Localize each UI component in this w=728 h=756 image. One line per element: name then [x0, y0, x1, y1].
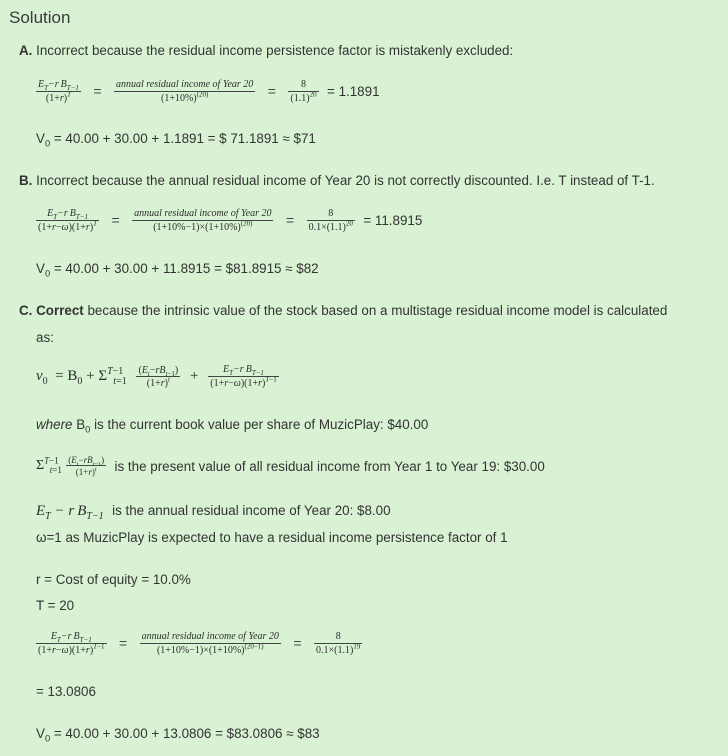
b-fraction-2	[132, 208, 273, 233]
b-f3-denominator: $0.1\times(1.1)^{20}$	[308, 219, 353, 233]
option-c-correct: Correct	[32, 303, 84, 318]
option-c-main-formula: $v_0 = B_0 + \Sigma^{T-1}_{t=1}$ $\frac{(E_t-rB_{t-1})}{(1+r)^t}$ + $\frac{E_T-r B_{T-1}}{(1+r-\omega)(1+r)^{T-1}}$	[36, 364, 277, 389]
a-f2-denominator: $(1+10\%)^{(20)}$	[160, 90, 209, 104]
a-fraction-1	[36, 79, 81, 104]
b-fraction-1	[36, 208, 99, 233]
c-sum-description: is the present value of all residual income from Year 1 to Year 19: $30.00	[114, 458, 545, 474]
option-b-value-line: $V_0 = 40.00 + 30.00 + 11.8915$ = $81.8915 ≈ $82	[36, 261, 319, 279]
c-f2-denominator: $(1+10\%-1)\times(1+10\%)^{(20-1)}$	[156, 642, 264, 656]
option-c-value-line: $V_0 = 40.00 + 30.00 + 13.0806$ = $83.0806 ≈ $83	[36, 726, 320, 744]
c-where-b0-line: where $B_0$ is the current book value per share of MuzicPlay: $40.00	[36, 417, 429, 435]
c-f3-numerator: 8	[314, 631, 362, 644]
option-c-heading	[19, 303, 667, 318]
a-f1-numerator: $E_T-r$ $B_{T-1}$	[38, 79, 79, 92]
c-fraction-3	[314, 631, 362, 656]
c-fraction-2	[140, 631, 281, 656]
b-f3-numerator: 8	[307, 208, 355, 221]
a-fraction-3	[288, 79, 318, 104]
option-b-letter: B.	[19, 173, 33, 188]
c-t-line: T = 20	[36, 598, 75, 613]
c-omega-line: ω=1 as MuzicPlay is expected to have a residual income persistence factor of 1	[36, 530, 508, 545]
c-et-description: is the annual residual income of Year 20: $8.00	[112, 503, 391, 518]
c-sum-line: $\Sigma^{T-1}_{t=1}$ $\frac{(E_t-rB_{t-1})}{(1+r)^t}$ is the present value of all residual income from Year 1 to Year 19: $30.00	[36, 455, 545, 477]
c-result: = 13.0806	[36, 684, 96, 699]
a-result: = 1.1891	[327, 84, 380, 99]
b-fraction-3	[307, 208, 355, 233]
option-a-text: Incorrect because the residual income persistence factor is mistakenly excluded:	[32, 43, 514, 58]
b-f2-denominator: $(1+10\%-1)\times(1+10\%)^{(20)}$	[153, 219, 253, 233]
option-c-text-continued: as:	[36, 330, 54, 345]
c-f2-numerator: annual residual income of Year 20	[141, 631, 279, 642]
c-r-line: r = Cost of equity = 10.0%	[36, 572, 191, 587]
a-f2-numerator: annual residual income of Year 20	[115, 79, 254, 90]
option-a-letter: A.	[19, 43, 33, 58]
option-c-letter: C.	[19, 303, 33, 318]
c-terminal-fraction: $\frac{E_T-r B_{T-1}}{(1+r-\omega)(1+r)^{T-1}}$	[210, 364, 277, 389]
b-f1-numerator: $E_T-r$ $B_{T-1}$	[36, 208, 99, 221]
option-a-heading	[19, 43, 513, 58]
option-b-text: Incorrect because the annual residual income of Year 20 is not correctly discounted. I.e. T instead of T-1.	[32, 173, 655, 188]
c-et-line: $E_T - r$ $B_{T-1}$ is the annual residual income of Year 20: $8.00	[36, 503, 391, 522]
option-c-text: because the intrinsic value of the stock based on a multistage residual income model is calculated	[83, 303, 668, 318]
solution-title: Solution	[9, 8, 71, 27]
c-f3-denominator: $0.1\times(1.1)^{19}$	[316, 642, 361, 656]
a-f1-denominator: $(1+r)^T$	[45, 90, 72, 104]
option-a-formula: $\frac{E_T-r B_{T-1}}{(1+r)^T}$ = $\frac{\text{annual residual income of Year 20}}{(1+10\%)^{(20)}}$ = $\frac{8}{(1.1)^{20}}$ = 1.1891	[38, 79, 380, 104]
option-a-value-line: $V_0 = 40.00 + 30.00 + 1.1891$ = $ 71.1891 ≈ $71	[36, 131, 316, 149]
b-result: = 11.8915	[363, 213, 423, 228]
a-f3-denominator: $(1.1)^{20}$	[290, 90, 317, 104]
b-f2-numerator: annual residual income of Year 20	[134, 208, 272, 219]
a-fraction-2	[114, 79, 255, 104]
option-c-formula: $\frac{E_T-r B_{T-1}}{(1+r-\omega)(1+r)^{T-1}}$ = $\frac{\text{annual residual income of Year 20}}{(1+10\%-1)\times(1+10\%)^{(20-1)}}$ = $\frac{8}{0.1\times(1.1)^{19}}$	[38, 631, 361, 656]
option-b-formula: $\frac{E_T-r B_{T-1}}{(1+r-\omega)(1+r)^T}$ = $\frac{\text{annual residual income of Year 20}}{(1+10\%-1)\times(1+10\%)^{(20)}}$ = $\frac{8}{0.1\times(1.1)^{20}}$ = 11.8915	[38, 208, 423, 233]
b-f1-denominator: $(1+r-\omega)(1+r)^T$	[38, 219, 98, 233]
option-b-heading	[19, 173, 655, 188]
c-sum-fraction: $\frac{(E_t-rB_{t-1})}{(1+r)^t}$	[138, 364, 179, 389]
c-fraction-1: $\frac{E_T-r B_{T-1}}{(1+r-\omega)(1+r)^{T-1}}$	[38, 631, 105, 656]
a-f3-numerator: 8	[288, 79, 318, 92]
